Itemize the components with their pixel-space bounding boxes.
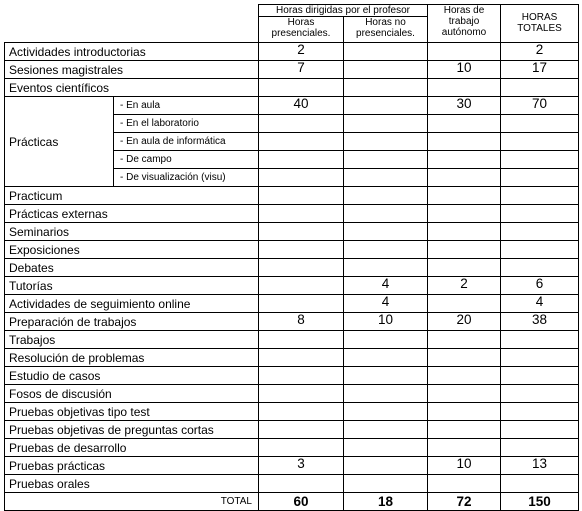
cell-autonomo: 2 xyxy=(428,277,501,295)
cell-total xyxy=(501,439,579,457)
row-label: Sesiones magistrales xyxy=(5,61,259,79)
cell-total xyxy=(501,349,579,367)
cell-no-presenciales xyxy=(344,205,428,223)
cell-total: 17 xyxy=(501,61,579,79)
total-presenciales: 60 xyxy=(259,493,344,511)
cell-presenciales xyxy=(259,223,344,241)
cell-no-presenciales xyxy=(344,421,428,439)
cell-autonomo xyxy=(428,241,501,259)
cell-no-presenciales xyxy=(344,475,428,493)
subrow-label: - En el laboratorio xyxy=(114,115,259,133)
cell-total: 2 xyxy=(501,43,579,61)
cell-no-presenciales xyxy=(344,457,428,475)
cell-autonomo xyxy=(428,385,501,403)
cell-total xyxy=(501,241,579,259)
cell-total xyxy=(501,367,579,385)
cell-total: 38 xyxy=(501,313,579,331)
total-no-presenciales: 18 xyxy=(344,493,428,511)
cell-total xyxy=(501,475,579,493)
cell-no-presenciales xyxy=(344,61,428,79)
header-group-label: Horas dirigidas por el profesor xyxy=(259,5,428,17)
header-autonomo: Horas de trabajo autónomo xyxy=(428,5,501,43)
cell-autonomo xyxy=(428,133,501,151)
cell-total: 6 xyxy=(501,277,579,295)
header-presenciales: Horas presenciales. xyxy=(259,17,344,43)
table-row xyxy=(5,277,579,295)
row-label: Pruebas orales xyxy=(5,475,259,493)
cell-no-presenciales xyxy=(344,241,428,259)
total-label: TOTAL xyxy=(5,493,259,511)
header-blank-cell xyxy=(5,5,259,43)
table-row xyxy=(5,421,579,439)
cell-no-presenciales xyxy=(344,259,428,277)
row-label: Fosos de discusión xyxy=(5,385,259,403)
subrow-label: - De campo xyxy=(114,151,259,169)
cell-presenciales xyxy=(259,421,344,439)
cell-autonomo xyxy=(428,421,501,439)
cell-presenciales: 40 xyxy=(259,97,344,115)
cell-no-presenciales xyxy=(344,79,428,97)
cell-presenciales xyxy=(259,259,344,277)
row-label: Pruebas objetivas tipo test xyxy=(5,403,259,421)
cell-autonomo xyxy=(428,205,501,223)
table-row xyxy=(5,367,579,385)
cell-total: 13 xyxy=(501,457,579,475)
cell-presenciales xyxy=(259,403,344,421)
row-label: Seminarios xyxy=(5,223,259,241)
cell-autonomo xyxy=(428,169,501,187)
cell-presenciales xyxy=(259,79,344,97)
cell-autonomo xyxy=(428,79,501,97)
cell-no-presenciales xyxy=(344,151,428,169)
cell-no-presenciales xyxy=(344,133,428,151)
cell-no-presenciales xyxy=(344,43,428,61)
row-label: Prácticas externas xyxy=(5,205,259,223)
table-row xyxy=(5,79,579,97)
cell-presenciales: 3 xyxy=(259,457,344,475)
table-row xyxy=(5,223,579,241)
table-row xyxy=(5,97,579,115)
cell-total xyxy=(501,169,579,187)
cell-autonomo xyxy=(428,403,501,421)
table-row xyxy=(5,61,579,79)
cell-total xyxy=(501,385,579,403)
table-row xyxy=(5,439,579,457)
cell-autonomo xyxy=(428,43,501,61)
row-label: Tutorías xyxy=(5,277,259,295)
cell-no-presenciales xyxy=(344,385,428,403)
total-autonomo: 72 xyxy=(428,493,501,511)
cell-autonomo: 10 xyxy=(428,61,501,79)
cell-presenciales: 7 xyxy=(259,61,344,79)
row-label: Actividades de seguimiento online xyxy=(5,295,259,313)
cell-no-presenciales xyxy=(344,115,428,133)
row-label: Practicum xyxy=(5,187,259,205)
table-row xyxy=(5,187,579,205)
row-label: Preparación de trabajos xyxy=(5,313,259,331)
cell-total xyxy=(501,259,579,277)
subrow-label: - En aula xyxy=(114,97,259,115)
cell-autonomo xyxy=(428,223,501,241)
cell-autonomo xyxy=(428,331,501,349)
hours-table xyxy=(4,4,579,511)
table-row xyxy=(5,475,579,493)
cell-autonomo: 10 xyxy=(428,457,501,475)
cell-no-presenciales xyxy=(344,439,428,457)
cell-no-presenciales xyxy=(344,403,428,421)
table-row xyxy=(5,295,579,313)
cell-presenciales xyxy=(259,367,344,385)
cell-presenciales xyxy=(259,331,344,349)
table-row xyxy=(5,43,579,61)
cell-presenciales: 2 xyxy=(259,43,344,61)
cell-no-presenciales xyxy=(344,367,428,385)
cell-total xyxy=(501,115,579,133)
cell-autonomo xyxy=(428,439,501,457)
cell-no-presenciales: 4 xyxy=(344,295,428,313)
cell-presenciales xyxy=(259,169,344,187)
cell-autonomo xyxy=(428,367,501,385)
cell-total xyxy=(501,187,579,205)
row-label: Estudio de casos xyxy=(5,367,259,385)
header-no-presenciales: Horas no presenciales. xyxy=(344,17,428,43)
cell-no-presenciales xyxy=(344,349,428,367)
table-row xyxy=(5,241,579,259)
cell-presenciales xyxy=(259,475,344,493)
cell-autonomo xyxy=(428,187,501,205)
cell-presenciales xyxy=(259,241,344,259)
cell-total xyxy=(501,79,579,97)
cell-autonomo xyxy=(428,295,501,313)
cell-total xyxy=(501,331,579,349)
row-label: Trabajos xyxy=(5,331,259,349)
subrow-label: - De visualización (visu) xyxy=(114,169,259,187)
cell-presenciales xyxy=(259,295,344,313)
cell-autonomo xyxy=(428,115,501,133)
cell-autonomo: 20 xyxy=(428,313,501,331)
table-row xyxy=(5,313,579,331)
row-label: Exposiciones xyxy=(5,241,259,259)
practicas-label: Prácticas xyxy=(5,97,114,187)
cell-total xyxy=(501,133,579,151)
cell-autonomo xyxy=(428,349,501,367)
table-row xyxy=(5,457,579,475)
cell-total xyxy=(501,223,579,241)
table-row xyxy=(5,259,579,277)
cell-total: 70 xyxy=(501,97,579,115)
cell-autonomo: 30 xyxy=(428,97,501,115)
cell-total: 4 xyxy=(501,295,579,313)
total-row xyxy=(5,493,579,511)
row-label: Resolución de problemas xyxy=(5,349,259,367)
cell-presenciales xyxy=(259,277,344,295)
cell-no-presenciales xyxy=(344,97,428,115)
row-label: Pruebas prácticas xyxy=(5,457,259,475)
cell-total xyxy=(501,421,579,439)
cell-presenciales xyxy=(259,187,344,205)
cell-autonomo xyxy=(428,151,501,169)
cell-total xyxy=(501,205,579,223)
row-label: Pruebas objetivas de preguntas cortas xyxy=(5,421,259,439)
cell-no-presenciales xyxy=(344,169,428,187)
subrow-label: - En aula de informática xyxy=(114,133,259,151)
table-row xyxy=(5,205,579,223)
total-total: 150 xyxy=(501,493,579,511)
table-row xyxy=(5,385,579,403)
table-row xyxy=(5,403,579,421)
cell-no-presenciales xyxy=(344,331,428,349)
cell-presenciales xyxy=(259,349,344,367)
cell-no-presenciales: 4 xyxy=(344,277,428,295)
cell-no-presenciales xyxy=(344,187,428,205)
cell-autonomo xyxy=(428,259,501,277)
header-totales: HORAS TOTALES xyxy=(501,5,579,43)
cell-no-presenciales xyxy=(344,223,428,241)
row-label: Eventos científicos xyxy=(5,79,259,97)
row-label: Debates xyxy=(5,259,259,277)
row-label: Pruebas de desarrollo xyxy=(5,439,259,457)
cell-autonomo xyxy=(428,475,501,493)
row-label: Actividades introductorias xyxy=(5,43,259,61)
cell-presenciales: 8 xyxy=(259,313,344,331)
table-row xyxy=(5,331,579,349)
cell-presenciales xyxy=(259,205,344,223)
cell-no-presenciales: 10 xyxy=(344,313,428,331)
table-row xyxy=(5,349,579,367)
cell-presenciales xyxy=(259,385,344,403)
cell-total xyxy=(501,151,579,169)
cell-presenciales xyxy=(259,439,344,457)
bottom-rows xyxy=(5,187,579,493)
cell-presenciales xyxy=(259,115,344,133)
cell-presenciales xyxy=(259,151,344,169)
cell-total xyxy=(501,403,579,421)
cell-presenciales xyxy=(259,133,344,151)
